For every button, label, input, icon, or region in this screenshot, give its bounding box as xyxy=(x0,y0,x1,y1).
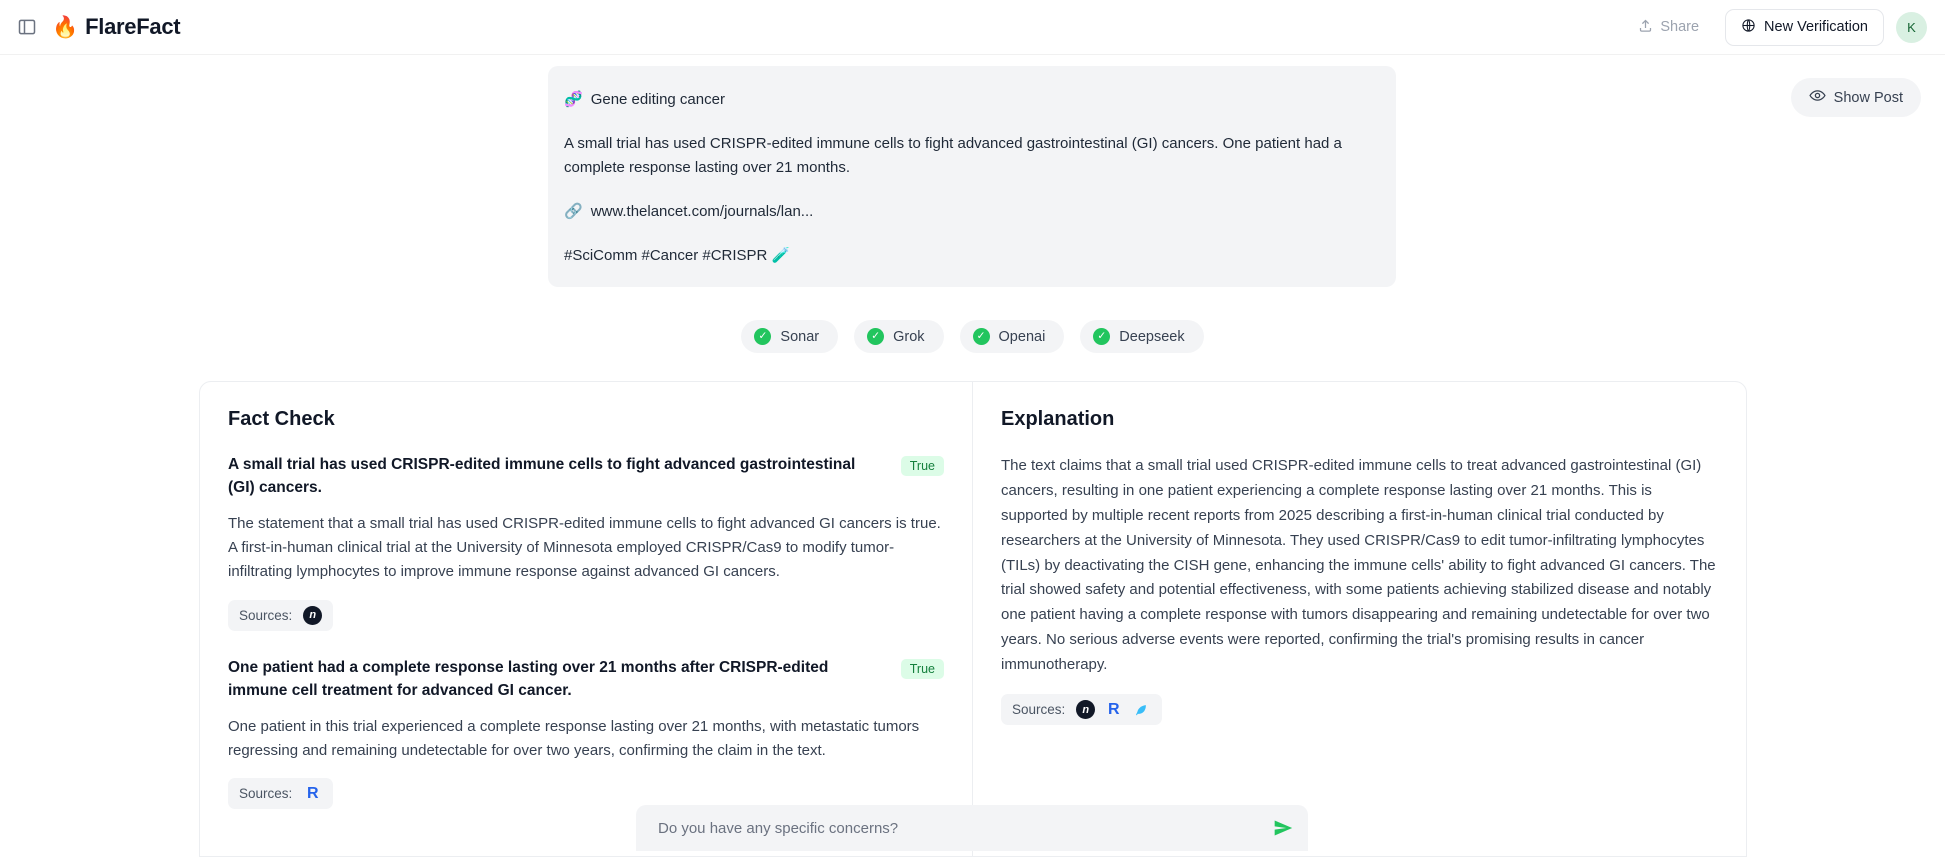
new-verification-label: New Verification xyxy=(1764,19,1868,35)
dna-icon: 🧬 xyxy=(564,91,583,108)
brand-name: FlareFact xyxy=(85,14,181,39)
model-chip-label: Sonar xyxy=(780,328,820,345)
model-chip-label: Deepseek xyxy=(1119,328,1185,345)
fact-check-claim xyxy=(228,454,944,631)
post-hashtags: #SciComm #Cancer #CRISPR 🧪 xyxy=(564,247,791,264)
source-icon-list xyxy=(303,606,322,625)
model-chip-label: Openai xyxy=(998,328,1046,345)
top-bar-right xyxy=(1624,9,1945,46)
model-chip-label: Grok xyxy=(893,328,925,345)
claim-sources xyxy=(228,778,333,809)
eye-icon xyxy=(1809,87,1826,108)
post-link[interactable]: www.thelancet.com/journals/lan... xyxy=(590,202,814,220)
explanation-sources xyxy=(1001,694,1162,725)
check-icon: ✓ xyxy=(973,328,990,345)
fact-check-panel xyxy=(200,382,973,856)
check-icon: ✓ xyxy=(867,328,884,345)
flame-icon: 🔥 xyxy=(52,15,79,39)
chat-input[interactable] xyxy=(656,819,1266,838)
nature-icon[interactable]: n xyxy=(1076,700,1095,719)
sidebar-toggle-icon[interactable] xyxy=(16,16,38,38)
explanation-heading: Explanation xyxy=(1001,408,1115,430)
post-title: Gene editing cancer xyxy=(590,91,725,108)
leaf-icon[interactable] xyxy=(1132,700,1151,719)
check-icon: ✓ xyxy=(754,328,771,345)
claim-text: One patient had a complete response lasting over 21 months after CRISPR-edited immune cell treatment for advanced GI cancer. xyxy=(228,658,829,699)
fact-check-heading: Fact Check xyxy=(228,408,335,430)
brand-logo[interactable] xyxy=(52,14,180,40)
claim-text: A small trial has used CRISPR-edited immune cells to fight advanced gastrointestinal (GI) cancers. xyxy=(228,456,856,496)
model-chip-row xyxy=(0,320,1945,353)
chat-input-container[interactable] xyxy=(636,805,1308,851)
status-badge: True xyxy=(901,659,944,679)
avatar[interactable] xyxy=(1896,12,1927,43)
model-chip-openai[interactable] xyxy=(960,320,1065,353)
sources-label: Sources: xyxy=(239,786,293,802)
model-chip-grok[interactable] xyxy=(854,320,943,353)
show-post-label: Show Post xyxy=(1833,89,1903,106)
claim-sources xyxy=(228,600,333,631)
link-icon: 🔗 xyxy=(564,202,583,220)
claim-explanation: The statement that a small trial has used CRISPR-edited immune cells to fight advanced GI cancers is true. A first-in-human clinical trial at the University of Minnesota employed CRISPR/Cas9 to modify tumor-infiltrating lymphocytes to improve immune response against advanced GI cancers. xyxy=(228,514,941,581)
chat-input-bar xyxy=(636,805,1308,857)
claim-header xyxy=(228,657,944,703)
post-link-row[interactable] xyxy=(564,200,1380,223)
top-bar-left xyxy=(0,14,180,40)
source-icon-list xyxy=(1076,700,1151,719)
post-card xyxy=(548,66,1396,287)
source-icon-list xyxy=(303,784,322,803)
reuters-icon[interactable]: R xyxy=(1108,700,1120,718)
share-button[interactable] xyxy=(1624,11,1713,44)
claim-explanation: One patient in this trial experienced a complete response lasting over 21 months, with metastatic tumors regressing and remaining undetectable for over two years, confirming the claim in the text. xyxy=(228,717,920,759)
results-panels xyxy=(199,381,1747,857)
post-title-row xyxy=(564,88,1380,111)
explanation-panel xyxy=(973,382,1746,856)
model-chip-sonar[interactable] xyxy=(741,320,838,353)
globe-icon xyxy=(1741,18,1756,37)
explanation-body: The text claims that a small trial used CRISPR-edited immune cells to treat advanced gastrointestinal (GI) cancers, resulting in one patient experiencing a complete response lasting over 21 months. This is supported by multiple recent reports from 2025 describing a first-in-human clinical trial conducted by researchers at the University of Minnesota. They used CRISPR/Cas9 to edit tumor-infiltrating lymphocytes (TILs) by deactivating the CISH gene, enhancing the immune cells' ability to fight advanced GI cancers. The trial showed safety and potential effectiveness, with some patients achieving stabilized disease and notably one patient having a complete response with tumors disappearing and remaining undetectable for over two years. No serious adverse events were reported, confirming the trial's promising results in cancer immunotherapy. xyxy=(1001,457,1716,674)
sources-label: Sources: xyxy=(239,607,293,623)
show-post-button[interactable] xyxy=(1791,78,1921,117)
avatar-initial: K xyxy=(1907,19,1916,35)
share-button-label: Share xyxy=(1660,19,1700,35)
check-icon: ✓ xyxy=(1093,328,1110,345)
nature-icon[interactable]: n xyxy=(303,606,322,625)
new-verification-button[interactable] xyxy=(1725,9,1884,46)
model-chip-deepseek[interactable] xyxy=(1080,320,1203,353)
status-badge: True xyxy=(901,456,944,476)
sources-label: Sources: xyxy=(1012,702,1066,718)
send-icon[interactable] xyxy=(1266,811,1300,845)
post-body: A small trial has used CRISPR-edited immune cells to fight advanced gastrointestinal (GI) cancers. One patient had a complete response lasting over 21 months. xyxy=(564,135,1342,176)
top-bar xyxy=(0,0,1945,55)
fact-check-claim xyxy=(228,657,944,809)
reuters-icon[interactable]: R xyxy=(307,784,319,802)
claim-header xyxy=(228,454,944,500)
share-upload-icon xyxy=(1638,18,1653,37)
